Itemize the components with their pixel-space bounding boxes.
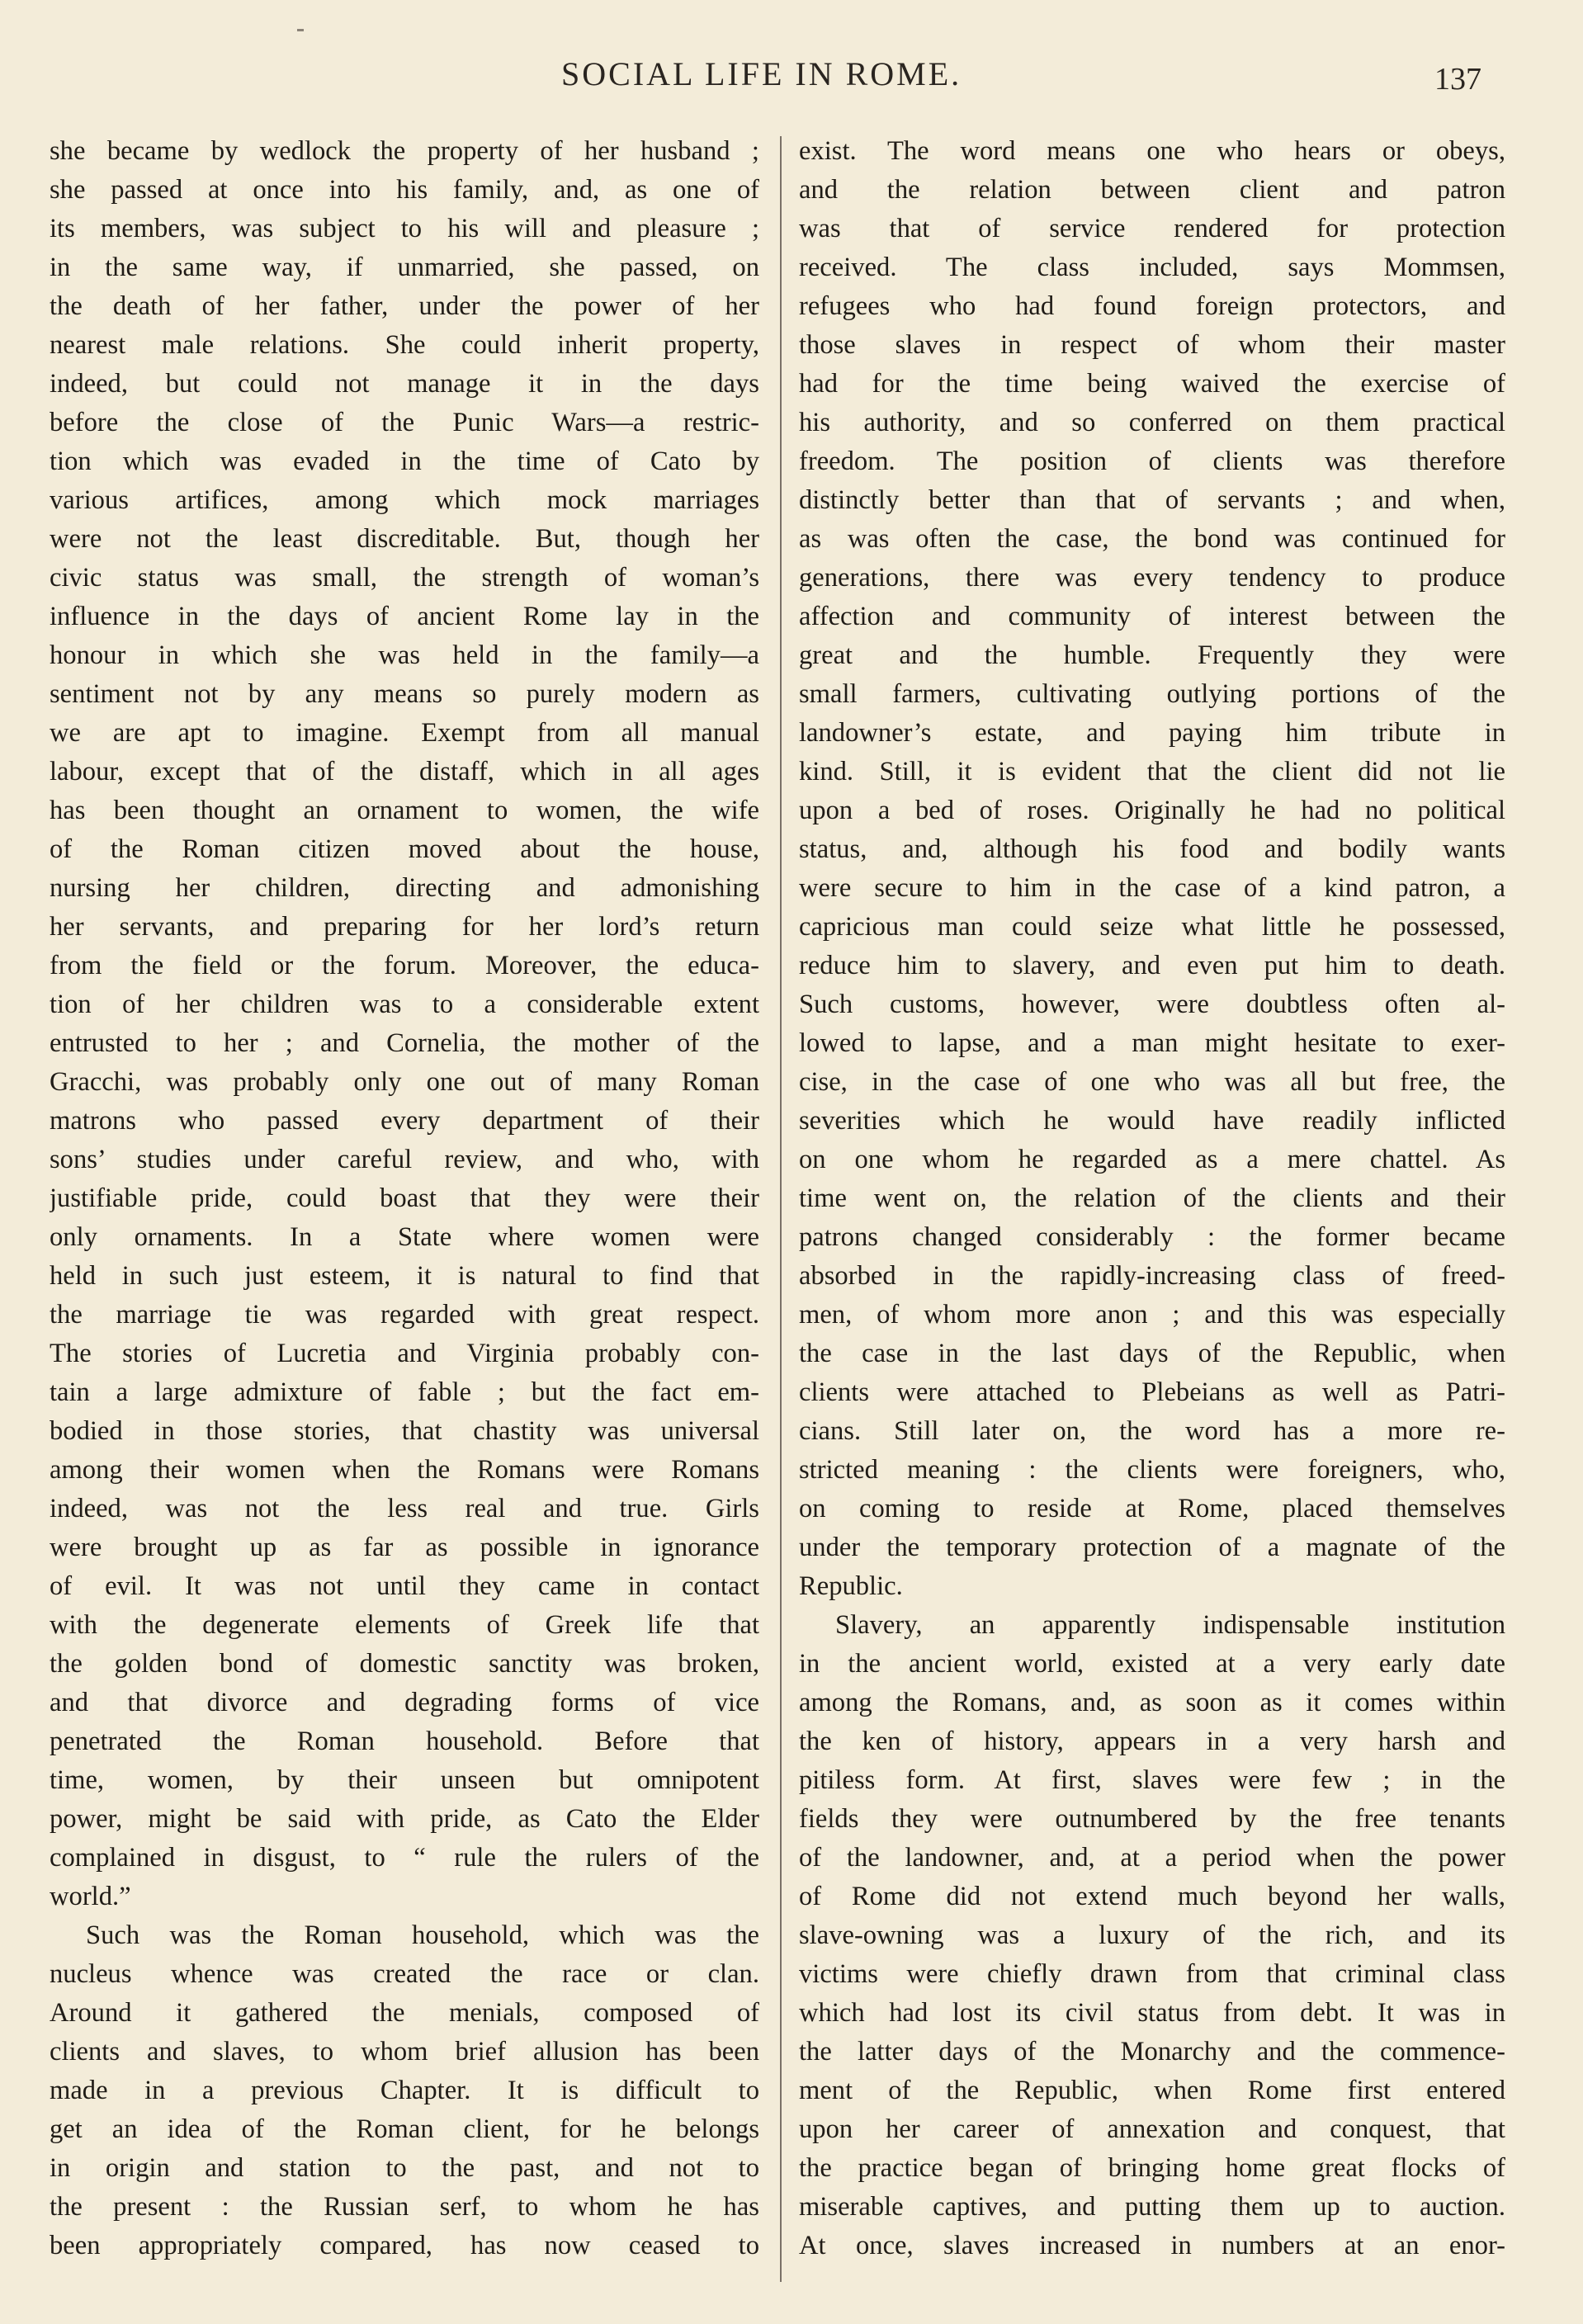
text-line: justifiable pride, could boast that they were their [50, 1183, 759, 1213]
text-line: was that of service rendered for protection [799, 214, 1505, 243]
text-line: her servants, and preparing for her lord’s return [50, 912, 759, 942]
text-line: we are apt to imagine. Exempt from all manual [50, 718, 759, 748]
text-line: Around it gathered the menials, composed of [50, 1998, 759, 2028]
text-line: distinctly better than that of servants ; and when, [799, 485, 1505, 515]
text-line: civic status was small, the strength of woman’s [50, 563, 759, 593]
text-line: indeed, but could not manage it in the days [50, 369, 759, 399]
text-line: influence in the days of ancient Rome lay in the [50, 602, 759, 631]
text-line: get an idea of the Roman client, for he belongs [50, 2114, 759, 2144]
text-line: been appropriately compared, has now ceased to [50, 2231, 759, 2260]
text-line: patrons changed considerably : the former became [799, 1222, 1505, 1252]
text-line: upon her career of annexation and conquest, that [799, 2114, 1505, 2144]
text-line: in origin and station to the past, and not to [50, 2153, 759, 2183]
text-line: landowner’s estate, and paying him tribute in [799, 718, 1505, 748]
text-line: sentiment not by any means so purely modern as [50, 679, 759, 709]
text-line: made in a previous Chapter. It is difficult to [50, 2076, 759, 2105]
text-line: refugees who had found foreign protectors, and [799, 291, 1505, 321]
text-line: the golden bond of domestic sanctity was broken, [50, 1649, 759, 1679]
text-line: clients were attached to Plebeians as well as Patri- [799, 1377, 1505, 1407]
text-line: nursing her children, directing and admonishing [50, 873, 759, 903]
text-line: men, of whom more anon ; and this was especially [799, 1300, 1505, 1330]
text-line: indeed, was not the less real and true. Girls [50, 1494, 759, 1523]
text-line: tion which was evaded in the time of Cato by [50, 446, 759, 476]
text-line: generations, there was every tendency to produce [799, 563, 1505, 593]
text-line: among their women when the Romans were Romans [50, 1455, 759, 1485]
text-line: and the relation between client and patron [799, 175, 1505, 205]
text-line: ment of the Republic, when Rome first entered [799, 2076, 1505, 2105]
text-line: the death of her father, under the power of her [50, 291, 759, 321]
text-line: time, women, by their unseen but omnipotent [50, 1765, 759, 1795]
text-line: freedom. The position of clients was therefore [799, 446, 1505, 476]
text-line: the practice began of bringing home great flocks of [799, 2153, 1505, 2183]
text-line: matrons who passed every department of their [50, 1106, 759, 1136]
text-line: on one whom he regarded as a mere chattel. As [799, 1145, 1505, 1174]
text-line: At once, slaves increased in numbers at an enor- [799, 2231, 1505, 2260]
text-line: status, and, although his food and bodily wants [799, 834, 1505, 864]
text-line: reduce him to slavery, and even put him to death. [799, 951, 1505, 980]
text-line: his authority, and so conferred on them practical [799, 408, 1505, 437]
text-line: small farmers, cultivating outlying portions of the [799, 679, 1505, 709]
text-line: she became by wedlock the property of her husband ; [50, 136, 759, 166]
text-line: power, might be said with pride, as Cato the Elder [50, 1804, 759, 1834]
text-line: with the degenerate elements of Greek life that [50, 1610, 759, 1640]
text-line: as was often the case, the bond was continued for [799, 524, 1505, 554]
text-line: held in such just esteem, it is natural to find that [50, 1261, 759, 1291]
text-line: slave-owning was a luxury of the rich, and its [799, 1920, 1505, 1950]
text-line: kind. Still, it is evident that the client did not lie [799, 757, 1505, 786]
text-line: time went on, the relation of the clients and their [799, 1183, 1505, 1213]
text-line: which had lost its civil status from debt. It was in [799, 1998, 1505, 2028]
text-line: the latter days of the Monarchy and the commence- [799, 2037, 1505, 2067]
text-line: clients and slaves, to whom brief allusion has been [50, 2037, 759, 2067]
text-line: those slaves in respect of whom their master [799, 330, 1505, 360]
running-head [0, 54, 1583, 104]
text-line: of Rome did not extend much beyond her walls, [799, 1882, 1505, 1911]
text-line: from the field or the forum. Moreover, the educa- [50, 951, 759, 980]
text-line: stricted meaning : the clients were foreigners, who, [799, 1455, 1505, 1485]
text-line: received. The class included, says Mommsen, [799, 253, 1505, 282]
text-line: great and the humble. Frequently they were [799, 640, 1505, 670]
text-line: on coming to reside at Rome, placed themselves [799, 1494, 1505, 1523]
text-line: pitiless form. At first, slaves were few ; in the [799, 1765, 1505, 1795]
text-line: nucleus whence was created the race or clan. [50, 1959, 759, 1989]
text-line: among the Romans, and, as soon as it comes within [799, 1688, 1505, 1717]
text-line: of evil. It was not until they came in contact [50, 1571, 759, 1601]
text-line: the case in the last days of the Republic, when [799, 1339, 1505, 1368]
text-line: were brought up as far as possible in ignorance [50, 1533, 759, 1562]
text-line: Slavery, an apparently indispensable institution [835, 1610, 1505, 1640]
column-divider [780, 136, 782, 2282]
text-line: complained in disgust, to “ rule the rulers of the [50, 1843, 759, 1873]
text-line: affection and community of interest between the [799, 602, 1505, 631]
text-line: under the temporary protection of a magnate of the [799, 1533, 1505, 1562]
text-line: miserable captives, and putting them up to auction. [799, 2192, 1505, 2222]
text-line: tion of her children was to a considerable extent [50, 990, 759, 1019]
text-line: the ken of history, appears in a very harsh and [799, 1726, 1505, 1756]
text-line: exist. The word means one who hears or obeys, [799, 136, 1505, 166]
text-line: cise, in the case of one who was all but free, the [799, 1067, 1505, 1097]
text-line: of the landowner, and, at a period when the power [799, 1843, 1505, 1873]
text-line: Such was the Roman household, which was the [86, 1920, 759, 1950]
text-line: sons’ studies under careful review, and who, with [50, 1145, 759, 1174]
text-line: in the same way, if unmarried, she passed, on [50, 253, 759, 282]
text-line: various artifices, among which mock marriages [50, 485, 759, 515]
text-line: victims were chiefly drawn from that criminal class [799, 1959, 1505, 1989]
text-line: Gracchi, was probably only one out of many Roman [50, 1067, 759, 1097]
text-line: world.” [50, 1882, 131, 1911]
text-line: penetrated the Roman household. Before that [50, 1726, 759, 1756]
print-speck [297, 29, 304, 31]
text-line: only ornaments. In a State where women were [50, 1222, 759, 1252]
text-line: bodied in those stories, that chastity was universal [50, 1416, 759, 1446]
text-line: has been thought an ornament to women, the wife [50, 796, 759, 825]
text-line: were not the least discreditable. But, though her [50, 524, 759, 554]
text-line: entrusted to her ; and Cornelia, the mother of the [50, 1028, 759, 1058]
text-line: she passed at once into his family, and, as one of [50, 175, 759, 205]
text-line: upon a bed of roses. Originally he had no political [799, 796, 1505, 825]
text-line: fields they were outnumbered by the free tenants [799, 1804, 1505, 1834]
text-line: absorbed in the rapidly-increasing class of freed- [799, 1261, 1505, 1291]
running-title: SOCIAL LIFE IN ROME. [561, 55, 962, 92]
text-line: had for the time being waived the exercise of [799, 369, 1505, 399]
text-line: in the ancient world, existed at a very early date [799, 1649, 1505, 1679]
text-line: cians. Still later on, the word has a more re- [799, 1416, 1505, 1446]
text-line: its members, was subject to his will and pleasure ; [50, 214, 759, 243]
text-line: labour, except that of the distaff, which in all ages [50, 757, 759, 786]
text-line: honour in which she was held in the family—a [50, 640, 759, 670]
text-line: Republic. [799, 1571, 903, 1601]
text-line: were secure to him in the case of a kind patron, a [799, 873, 1505, 903]
text-line: the marriage tie was regarded with great respect. [50, 1300, 759, 1330]
page-number: 137 [1434, 62, 1481, 97]
left-text-column [50, 132, 759, 2265]
text-line: lowed to lapse, and a man might hesitate to exer- [799, 1028, 1505, 1058]
text-line: severities which he would have readily inflicted [799, 1106, 1505, 1136]
text-line: the present : the Russian serf, to whom he has [50, 2192, 759, 2222]
text-line: Such customs, however, were doubtless often al- [799, 990, 1505, 1019]
text-line: before the close of the Punic Wars—a restric- [50, 408, 759, 437]
text-line: capricious man could seize what little he possessed, [799, 912, 1505, 942]
text-line: of the Roman citizen moved about the house, [50, 834, 759, 864]
right-text-column [799, 132, 1505, 2265]
text-line: The stories of Lucretia and Virginia probably con- [50, 1339, 759, 1368]
text-line: and that divorce and degrading forms of vice [50, 1688, 759, 1717]
text-line: tain a large admixture of fable ; but the fact em- [50, 1377, 759, 1407]
text-line: nearest male relations. She could inherit property, [50, 330, 759, 360]
